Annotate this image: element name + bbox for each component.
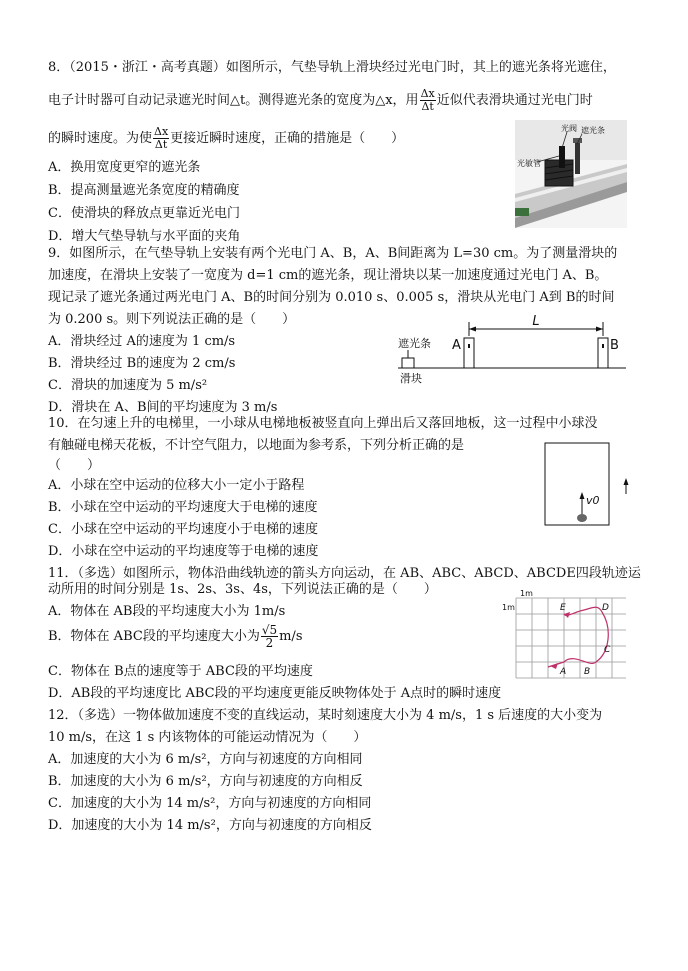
q10-stem-line2: 有触碰电梯天花板，不计空气阻力，以地面为参考系，下列分析正确的是: [48, 438, 465, 453]
q8-stem-line2a: 电子计时器可自动记录遮光时间△t。测得遮光条的宽度为△x，用: [48, 93, 419, 108]
q8-option-c[interactable]: C．使滑块的释放点更靠近光电门: [48, 206, 240, 221]
q8-stem-line3b: 更接近瞬时速度，正确的措施是（ ）: [170, 131, 405, 146]
q10-fig-label-v0: v0: [586, 494, 600, 507]
q11-option-b-fraction: $\frac{√5}{2}$: [261, 623, 278, 650]
q10-option-c[interactable]: C．小球在空中运动的平均速度小于电梯的速度: [48, 522, 318, 537]
q11-fig-unit-top: 1m: [520, 589, 533, 598]
q11-fig-unit-left: 1m: [502, 603, 515, 612]
q8-option-d[interactable]: D．增大气垫导轨与水平面的夹角: [48, 229, 241, 244]
q8-option-b[interactable]: B．提高测量遮光条宽度的精确度: [48, 183, 240, 198]
q9-option-a[interactable]: A．滑块经过 A的速度为 1 cm/s: [48, 334, 236, 349]
q9-option-b[interactable]: B．滑块经过 B的速度为 2 cm/s: [48, 356, 236, 371]
q12-stem-line1: 12．（多选）一物体做加速度不变的直线运动，某时刻速度大小为 4 m/s，1 s 后速度的大小变为: [48, 708, 603, 723]
q8-photo-label-gate: 光阀: [561, 124, 577, 133]
q9-fig-label-strip: 遮光条: [398, 337, 431, 350]
q12-option-b[interactable]: B．加速度的大小为 6 m/s²，方向与初速度的方向相反: [48, 774, 363, 789]
q8-air-track-photo: [515, 120, 627, 228]
q12-option-d[interactable]: D．加速度的大小为 14 m/s²，方向与初速度的方向相反: [48, 818, 372, 833]
q8-stem-line1: 8．（2015・浙江・高考真题）如图所示，气垫导轨上滑块经过光电门时，其上的遮光条将光遮住，: [48, 60, 616, 75]
q11-grid-trajectory: [502, 590, 628, 680]
q9-stem-line1: 9．如图所示，在气垫导轨上安装有两个光电门 A、B，A、B间距离为 L=30 cm。为了测量滑块的: [48, 246, 618, 261]
q9-stem-line2: 加速度，在滑块上安装了一宽度为 d=1 cm的遮光条，现让滑块以某一加速度通过光电门 A、B。: [48, 268, 608, 283]
q9-stem-line4: 为 0.200 s。则下列说法正确的是（ ）: [48, 312, 296, 327]
q8-stem-line2b: 近似代表滑块通过光电门时: [436, 93, 593, 108]
q11-fig-label-D: D: [602, 603, 609, 613]
q10-elevator-diagram: [544, 442, 640, 528]
q11-option-a[interactable]: A．物体在 AB段的平均速度大小为 1m/s: [48, 604, 286, 619]
q11-fig-label-A: A: [560, 667, 567, 677]
q9-option-d[interactable]: D．滑块在 A、B间的平均速度为 3 m/s: [48, 400, 278, 415]
q8-stem-line3a: 的瞬时速度。为使: [48, 131, 153, 146]
q8-option-a[interactable]: A．换用宽度更窄的遮光条: [48, 160, 201, 175]
q11-fig-label-C: C: [604, 645, 611, 655]
q12-stem-line2: 10 m/s，在这 1 s 内该物体的可能运动情况为（ ）: [48, 730, 367, 745]
q11-fig-label-B: B: [584, 667, 591, 677]
q9-fig-label-A: A: [452, 338, 461, 353]
q10-option-b[interactable]: B．小球在空中运动的平均速度大于电梯的速度: [48, 500, 318, 515]
q10-option-a[interactable]: A．小球在空中运动的位移大小一定小于路程: [48, 478, 305, 493]
q9-fig-label-B: B: [610, 338, 619, 353]
q11-option-b-unit: m/s: [279, 629, 303, 644]
q9-track-diagram: [398, 316, 626, 384]
q9-stem-line3: 现记录了遮光条通过两光电门 A、B的时间分别为 0.010 s、0.005 s，滑块从光电门 A到 B的时间: [48, 290, 615, 305]
q8-photo-label-tube: 光敏管: [517, 159, 541, 168]
q9-option-c[interactable]: C．滑块的加速度为 5 m/s²: [48, 378, 208, 393]
q10-stem-line1: 10．在匀速上升的电梯里，一小球从电梯地板被竖直向上弹出后又落回地板，这一过程中小球没: [48, 416, 598, 431]
q9-fig-label-L: L: [532, 314, 540, 329]
q10-option-d[interactable]: D．小球在空中运动的平均速度等于电梯的速度: [48, 544, 319, 559]
q11-option-b[interactable]: [48, 624, 303, 649]
q12-option-a[interactable]: A．加速度的大小为 6 m/s²，方向与初速度的方向相同: [48, 752, 363, 767]
q9-fig-label-slider: 滑块: [400, 372, 422, 385]
q12-option-c[interactable]: C．加速度的大小为 14 m/s²，方向与初速度的方向相同: [48, 796, 372, 811]
q8-stem-line2: [48, 88, 593, 113]
q8-fraction-dx-dt: $\frac{\Delta x}{\Delta t}$: [420, 87, 435, 113]
q11-fig-label-E: E: [560, 603, 566, 613]
q11-stem-line2: 动所用的时间分别是 1s、2s、3s、4s，下列说法正确的是（ ）: [48, 582, 437, 597]
q10-stem-line3: （ ）: [48, 458, 101, 473]
q8-stem-line3: [48, 126, 404, 151]
q8-fraction-dx-dt-2: $\frac{\Delta x}{\Delta t}$: [154, 125, 169, 151]
q11-option-b-text: B．物体在 ABC段的平均速度大小为: [48, 629, 260, 644]
q11-option-c[interactable]: C．物体在 B点的速度等于 ABC段的平均速度: [48, 664, 313, 679]
q11-option-d[interactable]: D．AB段的平均速度比 ABC段的平均速度更能反映物体处于 A点时的瞬时速度: [48, 686, 502, 701]
q8-photo-label-strip: 遮光条: [581, 126, 605, 135]
q11-stem-line1: 11．（多选）如图所示，物体沿曲线轨迹的箭头方向运动，在 AB、ABC、ABCD、ABCDE四段轨迹运: [48, 566, 641, 581]
